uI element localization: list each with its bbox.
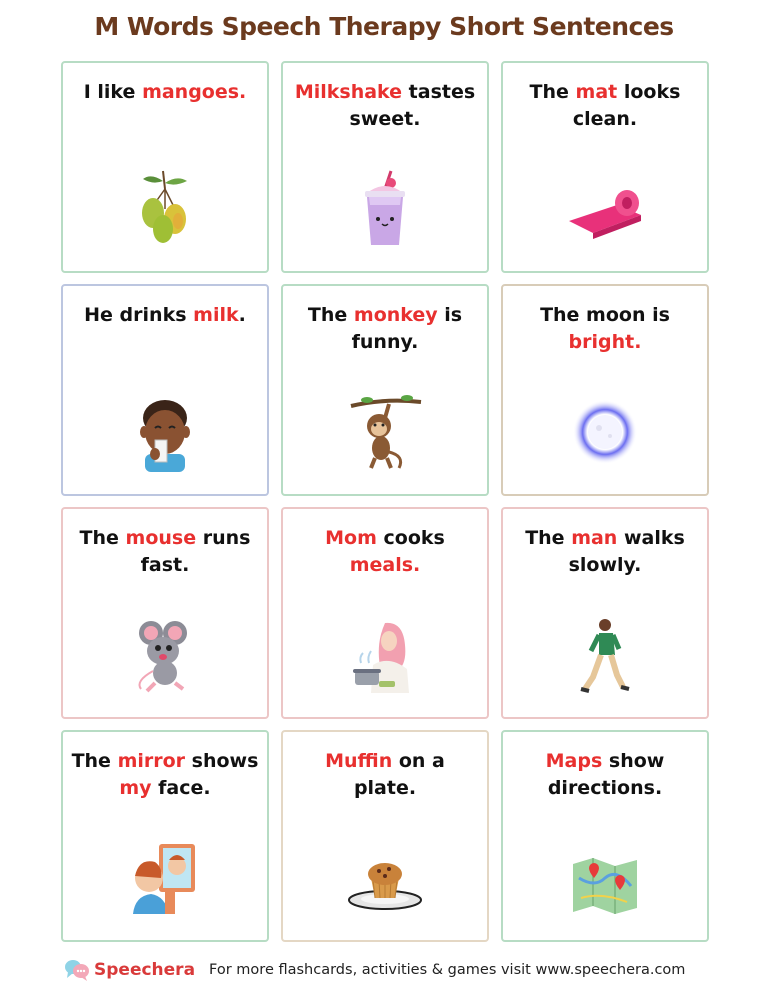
- flashcard-sentence: [511, 302, 699, 356]
- sentence-text: looks clean.: [572, 81, 681, 130]
- walking-man-icon: [565, 615, 645, 695]
- target-m-word: mirror: [117, 750, 186, 772]
- sentence-text: He drinks: [84, 304, 194, 326]
- mango-icon: [125, 169, 205, 249]
- footer: [64, 955, 685, 985]
- milkshake-icon: [345, 169, 425, 249]
- target-m-word: my: [119, 777, 152, 799]
- flashcard: [281, 61, 489, 273]
- flashcard: [281, 507, 489, 719]
- target-m-word: meals.: [349, 554, 421, 576]
- sentence-text: The: [79, 527, 126, 549]
- flashcard-sentence: [511, 525, 699, 579]
- target-m-word: Milkshake: [294, 81, 403, 103]
- flashcard: [501, 284, 709, 496]
- flashcard-sentence: [511, 748, 699, 802]
- mom-cooking-icon: [345, 615, 425, 695]
- flashcard-sentence: [291, 525, 479, 579]
- sentence-text: The: [529, 81, 576, 103]
- mat-icon: [565, 169, 645, 249]
- sentence-text: face.: [151, 777, 211, 799]
- target-m-word: monkey: [353, 304, 438, 326]
- sentence-text: cooks: [376, 527, 445, 549]
- flashcard-sentence: [291, 79, 479, 133]
- sentence-text: show directions.: [547, 750, 665, 799]
- flashcard: [61, 507, 269, 719]
- flashcard-sentence: [71, 302, 259, 329]
- sentence-text: The: [307, 304, 354, 326]
- sentence-text: walks slowly.: [568, 527, 685, 576]
- muffin-icon: [345, 838, 425, 918]
- mirror-icon: [125, 838, 205, 918]
- flashcard: [501, 507, 709, 719]
- target-m-word: mangoes.: [142, 81, 247, 103]
- flashcard-sentence: [291, 302, 479, 356]
- flashcard: [281, 284, 489, 496]
- target-m-word: man: [571, 527, 618, 549]
- target-m-word: mat: [575, 81, 618, 103]
- target-m-word: Mom: [325, 527, 377, 549]
- flashcard: [501, 730, 709, 942]
- flashcard-grid: [61, 61, 709, 942]
- sentence-text: I like: [83, 81, 143, 103]
- sentence-text: The moon is: [540, 304, 670, 326]
- map-icon: [565, 838, 645, 918]
- flashcard: [501, 61, 709, 273]
- flashcard-sentence: [71, 525, 259, 579]
- sentence-text: is funny.: [351, 304, 463, 353]
- brand-name: Speechera: [94, 960, 196, 980]
- flashcard-sentence: [291, 748, 479, 802]
- sentence-text: The: [71, 750, 118, 772]
- sentence-text: runs fast.: [140, 527, 251, 576]
- sentence-text: tastes sweet.: [349, 81, 476, 130]
- page-title: M Words Speech Therapy Short Sentences: [94, 12, 674, 41]
- flashcard-sentence: [511, 79, 699, 133]
- speech-bubbles-icon: [64, 958, 90, 982]
- moon-icon: [565, 392, 645, 472]
- milk-boy-icon: [125, 392, 205, 472]
- flashcard-sentence: [71, 79, 259, 106]
- flashcard: [61, 284, 269, 496]
- sentence-text: The: [525, 527, 572, 549]
- sentence-text: on a plate.: [353, 750, 445, 799]
- footer-text: For more flashcards, activities & games visit www.speechera.com: [209, 962, 686, 978]
- sentence-text: .: [238, 304, 246, 326]
- monkey-icon: [345, 392, 425, 472]
- target-m-word: mouse: [125, 527, 197, 549]
- flashcard: [281, 730, 489, 942]
- target-m-word: bright.: [568, 331, 642, 353]
- flashcard: [61, 61, 269, 273]
- flashcard: [61, 730, 269, 942]
- target-m-word: milk: [193, 304, 239, 326]
- sentence-text: shows: [185, 750, 259, 772]
- mouse-icon: [125, 615, 205, 695]
- target-m-word: Maps: [545, 750, 603, 772]
- target-m-word: Muffin: [325, 750, 393, 772]
- flashcard-sentence: [71, 748, 259, 802]
